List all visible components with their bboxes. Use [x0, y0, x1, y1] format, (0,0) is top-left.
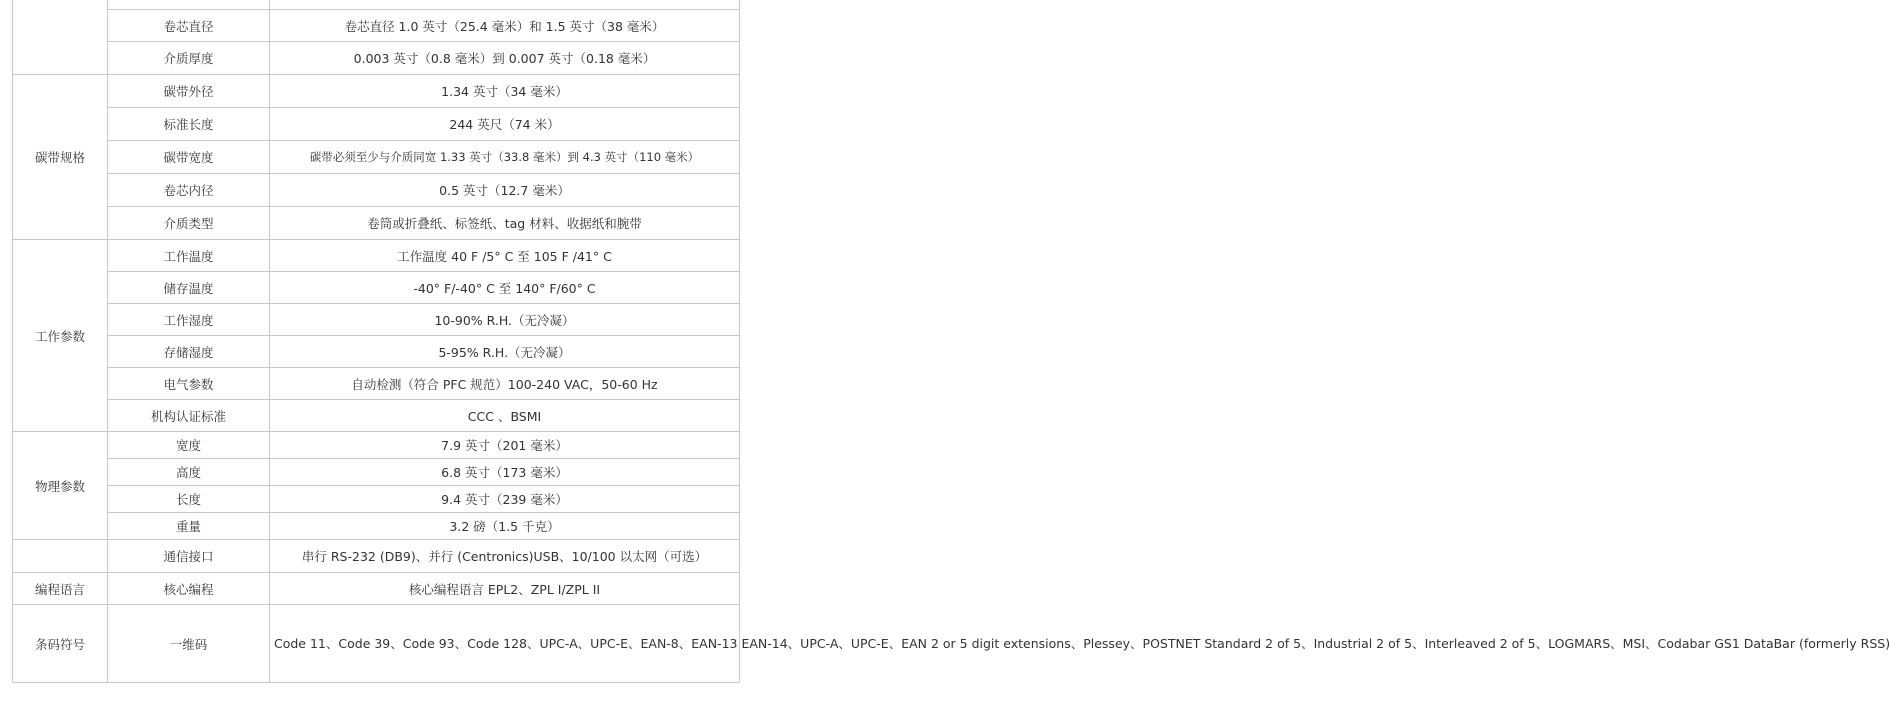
- row-value: 0.003 英寸（0.8 毫米）到 0.007 英寸（0.18 毫米）: [270, 42, 740, 75]
- row-label: 工作温度: [108, 240, 270, 272]
- row-label: 碳带外径: [108, 75, 270, 108]
- table-row: [13, 513, 740, 540]
- row-label: 卷芯内径: [108, 174, 270, 207]
- row-value: 3.2 磅（1.5 千克）: [270, 513, 740, 540]
- row-label: 标准长度: [108, 108, 270, 141]
- table-row: [13, 304, 740, 336]
- row-value: CCC 、BSMI: [270, 400, 740, 432]
- row-label: 碳带宽度: [108, 141, 270, 174]
- table-row: [13, 108, 740, 141]
- row-value: [270, 0, 740, 10]
- row-label: 电气参数: [108, 368, 270, 400]
- row-label: 核心编程: [108, 573, 270, 605]
- spec-table-container: [12, 0, 1890, 683]
- row-label: 长度: [108, 486, 270, 513]
- table-row: [13, 573, 740, 605]
- row-label: 宽度: [108, 432, 270, 459]
- table-row: [13, 459, 740, 486]
- category-cell-operating: 工作参数: [13, 240, 108, 432]
- row-label: 重量: [108, 513, 270, 540]
- row-value: -40° F/-40° C 至 140° F/60° C: [270, 272, 740, 304]
- row-value: 0.5 英寸（12.7 毫米）: [270, 174, 740, 207]
- table-row: [13, 272, 740, 304]
- table-row: [13, 486, 740, 513]
- category-cell-empty: [13, 540, 108, 573]
- row-value: 串行 RS-232 (DB9)、并行 (Centronics)USB、10/100 以太网（可选）: [270, 540, 740, 573]
- row-value: 6.8 英寸（173 毫米）: [270, 459, 740, 486]
- row-label: 高度: [108, 459, 270, 486]
- row-value: 10-90% R.H.（无冷凝）: [270, 304, 740, 336]
- category-cell-barcode: 条码符号: [13, 605, 108, 683]
- row-label: 通信接口: [108, 540, 270, 573]
- row-value: 5-95% R.H.（无冷凝）: [270, 336, 740, 368]
- table-row: [13, 174, 740, 207]
- row-value: 核心编程语言 EPL2、ZPL I/ZPL II: [270, 573, 740, 605]
- category-cell: [13, 0, 108, 75]
- row-value: 工作温度 40 F /5° C 至 105 F /41° C: [270, 240, 740, 272]
- row-label: 介质厚度: [108, 42, 270, 75]
- row-label: [108, 0, 270, 10]
- row-value: 9.4 英寸（239 毫米）: [270, 486, 740, 513]
- table-row: [13, 42, 740, 75]
- row-value: 1.34 英寸（34 毫米）: [270, 75, 740, 108]
- row-label: 储存温度: [108, 272, 270, 304]
- table-row: [13, 605, 740, 683]
- row-value: 卷芯直径 1.0 英寸（25.4 毫米）和 1.5 英寸（38 毫米）: [270, 10, 740, 42]
- row-value: 卷筒或折叠纸、标签纸、tag 材料、收据纸和腕带: [270, 207, 740, 240]
- table-row: [13, 400, 740, 432]
- table-row: [13, 432, 740, 459]
- row-label: 工作湿度: [108, 304, 270, 336]
- row-label: 存储湿度: [108, 336, 270, 368]
- row-value: 碳带必须至少与介质同宽 1.33 英寸（33.8 毫米）到 4.3 英寸（110 毫米）: [270, 141, 740, 174]
- row-label: 一维码: [108, 605, 270, 683]
- table-row: [13, 0, 740, 10]
- row-value-barcode-list: Code 11、Code 39、Code 93、Code 128、UPC-A、UPC-E、EAN-8、EAN-13 EAN-14、UPC-A、UPC-E、EAN 2 or 5 digit extensions、Plessey、POSTNET Standard 2 of 5、Industrial 2 of 5、Interleaved 2 of 5、LOGMARS、MSI、Codabar GS1 DataBar (formerly RSS): [270, 605, 740, 683]
- category-cell-ribbon: 碳带规格: [13, 75, 108, 240]
- table-row: [13, 207, 740, 240]
- row-label: 机构认证标准: [108, 400, 270, 432]
- spec-table: [12, 0, 1890, 683]
- row-value: 244 英尺（74 米）: [270, 108, 740, 141]
- row-label: 介质类型: [108, 207, 270, 240]
- category-cell-programming: 编程语言: [13, 573, 108, 605]
- table-row: [13, 75, 740, 108]
- table-row: [13, 240, 740, 272]
- row-value: 自动检测（符合 PFC 规范）100-240 VAC，50-60 Hz: [270, 368, 740, 400]
- row-label: 卷芯直径: [108, 10, 270, 42]
- table-row: [13, 10, 740, 42]
- table-row: [13, 336, 740, 368]
- row-value: 7.9 英寸（201 毫米）: [270, 432, 740, 459]
- category-cell-physical: 物理参数: [13, 432, 108, 540]
- table-row: [13, 368, 740, 400]
- table-row: [13, 141, 740, 174]
- table-row: [13, 540, 740, 573]
